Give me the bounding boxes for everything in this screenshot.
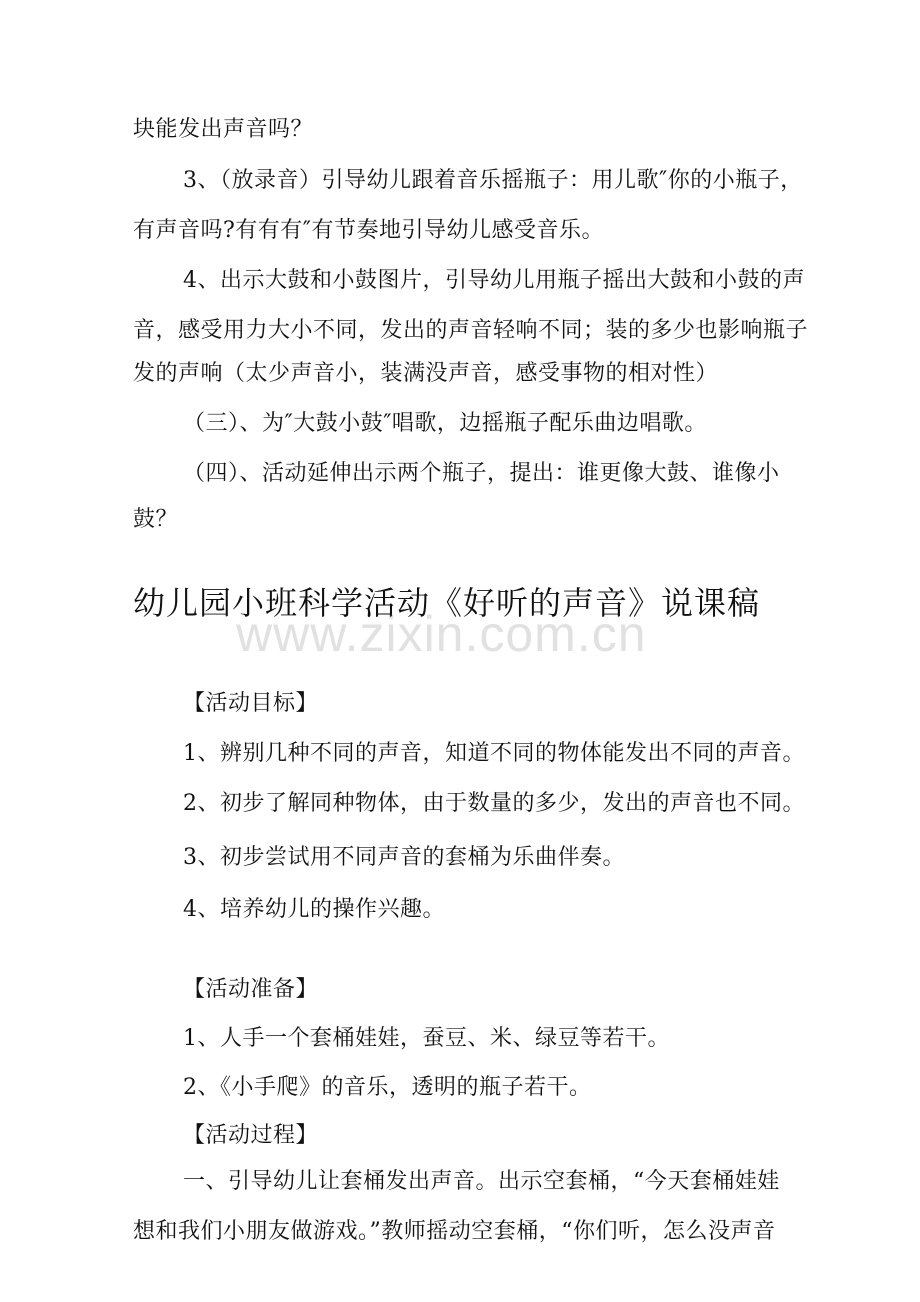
process-line: 想和我们小朋友做游戏。”教师摇动空套桶，“你们听，怎么没声音: [133, 1219, 776, 1244]
paragraph-line: 3、（放录音）引导幼儿跟着音乐摇瓶子：用儿歌″你的小瓶子，: [183, 168, 803, 193]
preparation-item: 2、《小手爬》的音乐，透明的瓶子若干。: [183, 1075, 592, 1100]
paragraph-line: （三）、为″大鼓小鼓″唱歌，边摇瓶子配乐曲边唱歌。: [183, 411, 707, 436]
goal-item: 3、初步尝试用不同声音的套桶为乐曲伴奏。: [183, 845, 625, 870]
goal-item: 2、初步了解同种物体，由于数量的多少，发出的声音也不同。: [183, 791, 805, 816]
document-title: 幼儿园小班科学活动《好听的声音》说课稿: [133, 584, 761, 622]
watermark: www.zixin.com.cn: [236, 606, 647, 662]
paragraph-line: 4、出示大鼓和小鼓图片，引导幼儿用瓶子摇出大鼓和小鼓的声: [183, 268, 805, 293]
goal-item: 1、辨别几种不同的声音，知道不同的物体能发出不同的声音。: [183, 741, 805, 766]
paragraph-line: 鼓？: [133, 507, 179, 532]
paragraph-line: （四）、活动延伸出示两个瓶子，提出：谁更像大鼓、谁像小: [183, 461, 780, 486]
section-heading-process: 【活动过程】: [183, 1123, 319, 1148]
paragraph-line: 块能发出声音吗？: [133, 117, 314, 142]
paragraph-line: 发的声响（太少声音小，装满没声音，感受事物的相对性）: [133, 361, 719, 386]
section-heading-preparation: 【活动准备】: [183, 977, 319, 1002]
paragraph-line: 有声音吗?有有有″有节奏地引导幼儿感受音乐。: [133, 218, 605, 243]
goal-item: 4、培养幼儿的操作兴趣。: [183, 897, 445, 922]
section-heading-goals: 【活动目标】: [183, 691, 319, 716]
process-line: 一、引导幼儿让套桶发出声音。出示空套桶，“今天套桶娃娃: [183, 1169, 780, 1194]
preparation-item: 1、人手一个套桶娃娃，蚕豆、米、绿豆等若干。: [183, 1026, 670, 1051]
paragraph-line: 音，感受用力大小不同，发出的声音轻响不同；装的多少也影响瓶子: [133, 318, 809, 343]
